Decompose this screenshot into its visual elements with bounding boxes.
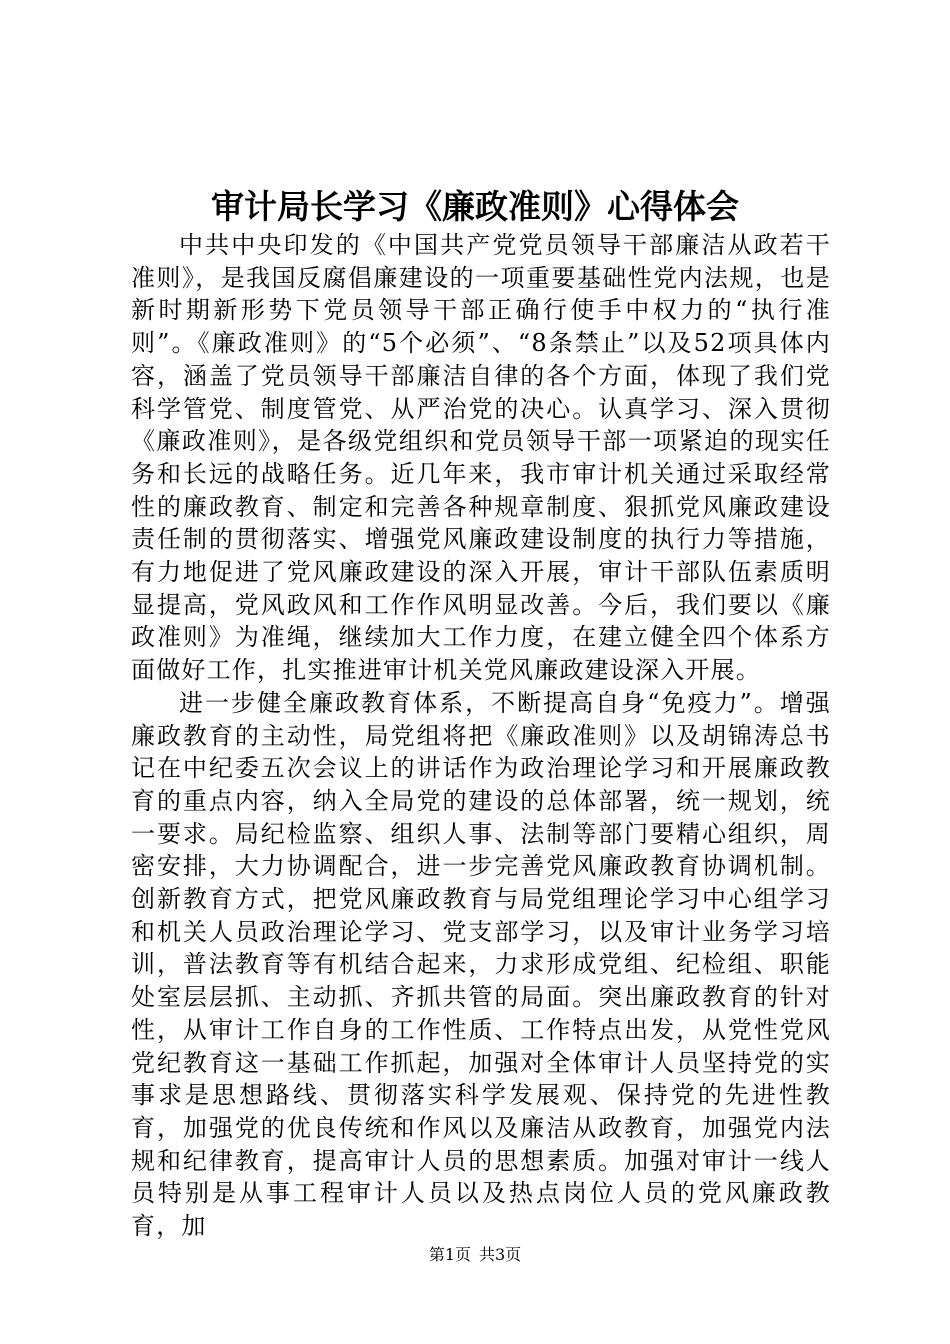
page-number: 第1页 xyxy=(428,1245,471,1264)
page-footer xyxy=(0,1245,950,1265)
body-paragraph: 中共中央印发的《中国共产党党员领导干部廉洁从政若干准则》，是我国反腐倡廉建设的一项重要基础性党内法规，也是新时期新形势下党员领导干部正确行使手中权力的“执行准则”。《廉政准则》的“5个必须”、“8条禁止”以及52项具体内容，涵盖了党员领导干部廉洁自律的各个方面，体现了我们党科学管党、制度管党、从严治党的决心。认真学习、深入贯彻《廉政准则》，是各级党组织和党员领导干部一项紧迫的现实任务和长远的战略任务。近几年来，我市审计机关通过采取经常性的廉政教育、制定和完善各种规章制度、狠抓党风廉政建设责任制的贯彻落实、增强党风廉政建设制度的执行力等措施，有力地促进了党风廉政建设的深入开展，审计干部队伍素质明显提高，党风政风和工作作风明显改善。今后，我们要以《廉政准则》为准绳，继续加大工作力度，在建立健全四个体系方面做好工作，扎实推进审计机关党风廉政建设深入开展。 xyxy=(131,231,831,685)
document-body xyxy=(131,229,831,1243)
page-total: 共3页 xyxy=(479,1245,522,1264)
document-title: 审计局长学习《廉政准则》心得体会 xyxy=(211,187,739,226)
body-paragraph: 进一步健全廉政教育体系，不断提高自身“免疫力”。增强廉政教育的主动性，局党组将把《廉政准则》以及胡锦涛总书记在中纪委五次会议上的讲话作为政治理论学习和开展廉政教育的重点内容，纳入全局党的建设的总体部署，统一规划，统一要求。局纪检监察、组织人事、法制等部门要精心组织，周密安排，大力协调配合，进一步完善党风廉政教育协调机制。创新教育方式，把党风廉政教育与局党组理论学习中心组学习和机关人员政治理论学习、党支部学习，以及审计业务学习培训，普法教育等有机结合起来，力求形成党组、纪检组、职能处室层层抓、主动抓、齐抓共管的局面。突出廉政教育的针对性，从审计工作自身的工作性质、工作特点出发，从党性党风党纪教育这一基础工作抓起，加强对全体审计人员坚持党的实事求是思想路线、贯彻落实科学发展观、保持党的先进性教育，加强党的优良传统和作风以及廉洁从政教育，加强党内法规和纪律教育，提高审计人员的思想素质。加强对审计一线人员特别是从事工程审计人员以及热点岗位人员的党风廉政教育，加 xyxy=(131,688,831,1241)
